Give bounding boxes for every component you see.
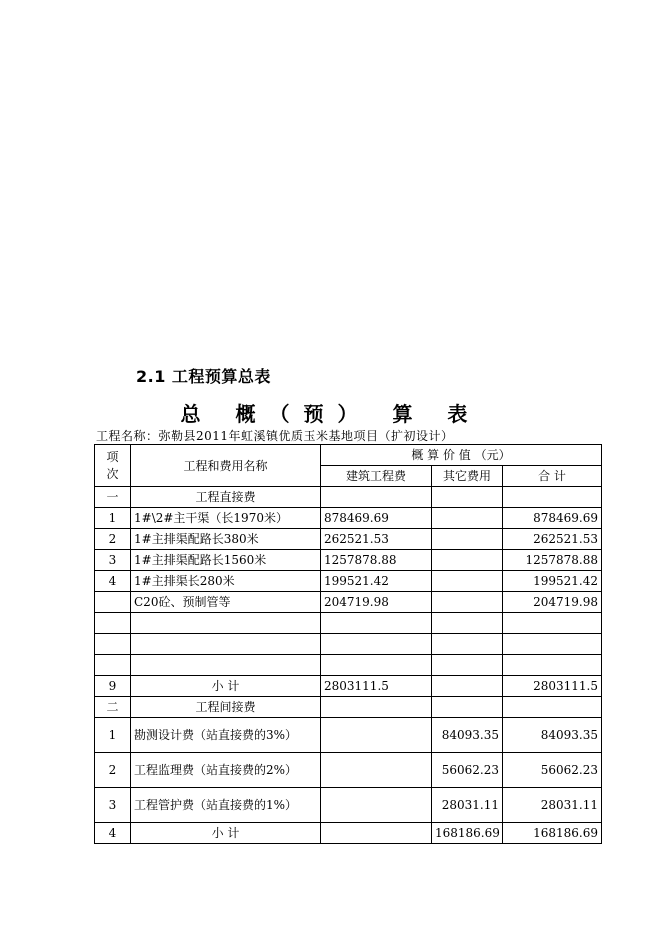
cell-name: 1#\2#主干渠（长1970米） xyxy=(131,508,321,529)
table-row-subtotal xyxy=(95,823,602,844)
cell-construction xyxy=(321,613,432,634)
cell-other: 56062.23 xyxy=(432,753,503,788)
cell-no: 1 xyxy=(95,508,131,529)
cell-construction xyxy=(321,697,432,718)
cell-other xyxy=(432,571,503,592)
cell-no: 4 xyxy=(95,823,131,844)
budget-summary-table xyxy=(94,444,602,844)
cell-total: 199521.42 xyxy=(503,571,602,592)
header-construction-cost: 建筑工程费 xyxy=(321,466,432,487)
cell-total: 204719.98 xyxy=(503,592,602,613)
cell-construction: 199521.42 xyxy=(321,571,432,592)
cell-no xyxy=(95,592,131,613)
cell-other xyxy=(432,529,503,550)
cell-total: 1257878.88 xyxy=(503,550,602,571)
cell-construction xyxy=(321,788,432,823)
table-row xyxy=(95,571,602,592)
cell-construction xyxy=(321,823,432,844)
header-other-cost: 其它费用 xyxy=(432,466,503,487)
cell-construction xyxy=(321,718,432,753)
header-total: 合 计 xyxy=(503,466,602,487)
cell-name: 工程间接费 xyxy=(131,697,321,718)
cell-total xyxy=(503,613,602,634)
cell-no: 二 xyxy=(95,697,131,718)
cell-construction: 204719.98 xyxy=(321,592,432,613)
cell-other xyxy=(432,550,503,571)
cell-other xyxy=(432,634,503,655)
cell-total xyxy=(503,655,602,676)
cell-name: 1#主排渠配路长380米 xyxy=(131,529,321,550)
table-row xyxy=(95,613,602,634)
cell-other: 28031.11 xyxy=(432,788,503,823)
table-row xyxy=(95,753,602,788)
cell-other xyxy=(432,613,503,634)
table-row xyxy=(95,697,602,718)
cell-name xyxy=(131,655,321,676)
cell-name: C20砼、预制管等 xyxy=(131,592,321,613)
header-estimate-value: 概 算 价 值 （元） xyxy=(321,445,602,466)
cell-no: 9 xyxy=(95,676,131,697)
table-row xyxy=(95,634,602,655)
cell-total: 878469.69 xyxy=(503,508,602,529)
cell-construction: 262521.53 xyxy=(321,529,432,550)
cell-name: 1#主排渠配路长1560米 xyxy=(131,550,321,571)
cell-construction xyxy=(321,487,432,508)
table-row xyxy=(95,550,602,571)
table-row xyxy=(95,592,602,613)
header-item-no: 项 次 xyxy=(95,445,131,487)
table-header-row xyxy=(95,445,602,466)
table-row xyxy=(95,788,602,823)
project-name: 工程名称：弥勒县2011年虹溪镇优质玉米基地项目（扩初设计） xyxy=(96,429,454,443)
cell-no: 2 xyxy=(95,753,131,788)
cell-construction: 878469.69 xyxy=(321,508,432,529)
cell-other xyxy=(432,487,503,508)
cell-name: 小 计 xyxy=(131,823,321,844)
cell-no: 3 xyxy=(95,788,131,823)
cell-construction xyxy=(321,753,432,788)
cell-other: 84093.35 xyxy=(432,718,503,753)
table-row xyxy=(95,718,602,753)
cell-construction: 2803111.5 xyxy=(321,676,432,697)
cell-construction xyxy=(321,655,432,676)
cell-total xyxy=(503,487,602,508)
cell-construction xyxy=(321,634,432,655)
cell-total: 168186.69 xyxy=(503,823,602,844)
table-row xyxy=(95,529,602,550)
cell-no xyxy=(95,655,131,676)
cell-no: 1 xyxy=(95,718,131,753)
cell-other xyxy=(432,676,503,697)
table-row xyxy=(95,508,602,529)
cell-other xyxy=(432,592,503,613)
cell-other xyxy=(432,697,503,718)
cell-name: 1#主排渠长280米 xyxy=(131,571,321,592)
cell-total xyxy=(503,697,602,718)
cell-no xyxy=(95,634,131,655)
cell-other xyxy=(432,508,503,529)
document-title: 总 概（预） 算 表 xyxy=(180,402,482,426)
cell-total: 262521.53 xyxy=(503,529,602,550)
cell-total xyxy=(503,634,602,655)
cell-total: 28031.11 xyxy=(503,788,602,823)
cell-no: 2 xyxy=(95,529,131,550)
cell-name: 工程监理费（站直接费的2%） xyxy=(131,753,321,788)
cell-name xyxy=(131,634,321,655)
table-row xyxy=(95,655,602,676)
cell-name: 工程管护费（站直接费的1%） xyxy=(131,788,321,823)
header-name: 工程和费用名称 xyxy=(131,445,321,487)
cell-name: 工程直接费 xyxy=(131,487,321,508)
cell-total: 84093.35 xyxy=(503,718,602,753)
cell-no: 3 xyxy=(95,550,131,571)
cell-other xyxy=(432,655,503,676)
table-row-subtotal xyxy=(95,676,602,697)
cell-total: 56062.23 xyxy=(503,753,602,788)
cell-total: 2803111.5 xyxy=(503,676,602,697)
cell-no xyxy=(95,613,131,634)
cell-name: 勘测设计费（站直接费的3%） xyxy=(131,718,321,753)
table-row xyxy=(95,487,602,508)
table-body xyxy=(95,487,602,844)
cell-name: 小 计 xyxy=(131,676,321,697)
cell-other: 168186.69 xyxy=(432,823,503,844)
cell-no: 一 xyxy=(95,487,131,508)
cell-construction: 1257878.88 xyxy=(321,550,432,571)
cell-no: 4 xyxy=(95,571,131,592)
cell-name xyxy=(131,613,321,634)
section-title: 2.1 工程预算总表 xyxy=(136,367,271,386)
